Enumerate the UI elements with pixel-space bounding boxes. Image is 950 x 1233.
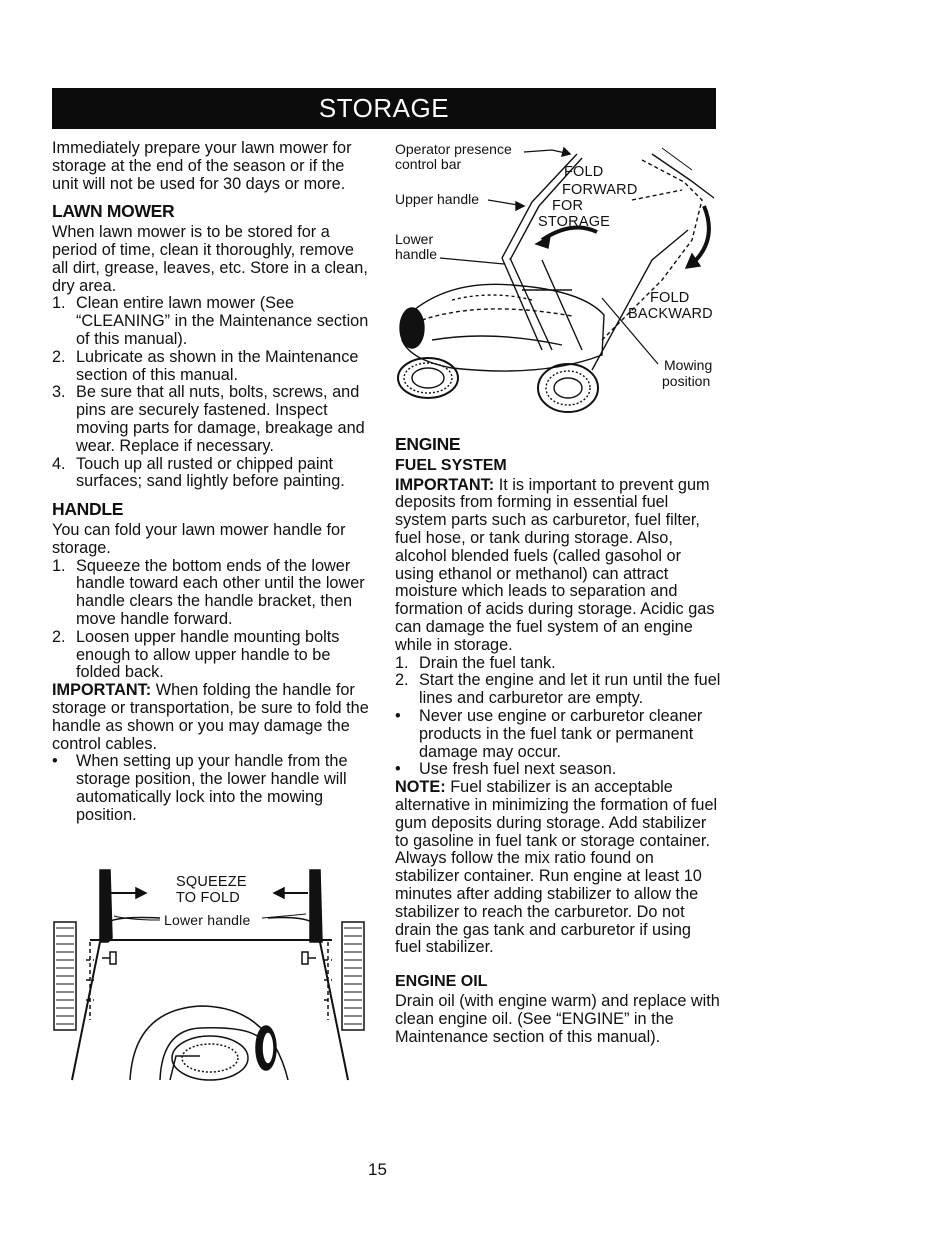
engine-oil-heading: ENGINE OIL	[395, 973, 488, 991]
lower-label: Lower	[395, 231, 434, 247]
handle-label: handle	[395, 246, 438, 262]
handle-important: IMPORTANT: When folding the handle for storage or transportation, be sure to fold the handle as shown or you may damage the control cables.	[52, 681, 369, 753]
right-column	[395, 436, 721, 1046]
fold-backward-label-2: BACKWARD	[628, 306, 713, 322]
lawn-mower-steps	[52, 295, 374, 491]
list-item: 3. Be sure that all nuts, bolts, screws, and pins are securely fastened. Inspect moving parts for damage, breakage and wear. Replace if necessary.	[52, 383, 365, 455]
position-label: position	[662, 373, 711, 389]
mower-fold-figure	[392, 140, 722, 420]
control-bar-label: control bar	[395, 156, 462, 172]
handle-text: You can fold your lawn mower handle for storage.	[52, 520, 346, 557]
fold-forward-label-1: FOLD	[564, 164, 604, 180]
list-item: 2. Start the engine and let it run until the fuel lines and carburetor are empty.	[395, 671, 721, 708]
fold-backward-label-1: FOLD	[650, 290, 690, 306]
fold-forward-label-4: STORAGE	[538, 214, 611, 230]
engine-heading: ENGINE	[395, 434, 461, 454]
fold-forward-label-2: FORWARD	[562, 182, 638, 198]
list-item: 2. Lubricate as shown in the Maintenance section of this manual.	[52, 347, 359, 384]
fuel-important: IMPORTANT: It is important to prevent gum deposits from forming in essential fuel system parts such as carburetor, fuel filter, fuel hose, or tank during storage. Also, alcohol blended fuels (called gasohol or using ethanol or methanol) can attract moisture which leads to separation and formation of acids during storage. Acidic gas can damage the fuel system of an engine while in storage.	[395, 475, 715, 654]
fuel-note: NOTE: Fuel stabilizer is an acceptable alternative in minimizing the formation of fuel gum deposits during storage. Add stabilizer to gasoline in fuel tank or storage container. Always follow the mix ratio found on stabilizer container. Run engine at least 10 minutes after adding stabilizer to allow the stabilizer to reach the carburetor. Do not drain the gas tank and carburetor if using fuel stabilizer.	[395, 778, 718, 957]
operator-presence-label: Operator presence	[395, 141, 512, 157]
mowing-label: Mowing	[664, 357, 713, 373]
list-item: 1. Squeeze the bottom ends of the lower handle toward each other until the lower handle clears the handle bracket, then move handle forward.	[52, 556, 365, 628]
list-item: • When setting up your handle from the storage position, the lower handle will automatically lock into the mowing position.	[52, 752, 348, 824]
fuel-system-heading: FUEL SYSTEM	[395, 456, 507, 474]
list-item: 1. Drain the fuel tank.	[395, 653, 556, 672]
fold-forward-label-3: FOR	[552, 198, 584, 214]
squeeze-label: SQUEEZE	[176, 874, 247, 890]
list-item: • Never use engine or carburetor cleaner products in the fuel tank or permanent damage may occur.	[395, 706, 703, 761]
handle-heading: HANDLE	[52, 499, 124, 520]
handle-squeeze-figure	[50, 860, 370, 1085]
intro-paragraph: Immediately prepare your lawn mower for storage at the end of the season or if the unit will not be used for 30 days or more.	[52, 139, 352, 193]
list-item: • Use fresh fuel next season.	[395, 760, 617, 779]
handle-steps	[52, 558, 374, 683]
left-column	[52, 140, 374, 824]
to-fold-label: TO FOLD	[176, 890, 240, 906]
fuel-steps	[395, 655, 721, 708]
lawn-mower-heading: LAWN MOWER	[52, 201, 175, 222]
section-banner: STORAGE	[52, 88, 716, 129]
upper-handle-label: Upper handle	[395, 191, 480, 207]
engine-oil-text: Drain oil (with engine warm) and replace with clean engine oil. (See “ENGINE” in the Maintenance section of this manual).	[395, 991, 720, 1046]
lower-handle-label: Lower handle	[164, 912, 251, 928]
handle-bullets	[52, 753, 374, 824]
list-item: 1. Clean entire lawn mower (See “CLEANING” in the Maintenance section of this manual).	[52, 294, 369, 348]
page-number: 15	[368, 1160, 387, 1179]
fuel-bullets	[395, 708, 721, 779]
list-item: 4. Touch up all rusted or chipped paint surfaces; sand lightly before painting.	[52, 454, 345, 491]
list-item: 2. Loosen upper handle mounting bolts enough to allow upper handle to be folded back.	[52, 627, 340, 682]
lawn-mower-text: When lawn mower is to be stored for a period of time, clean it thoroughly, remove all dirt, grease, leaves, etc. Store in a clean, dry area.	[52, 223, 368, 295]
